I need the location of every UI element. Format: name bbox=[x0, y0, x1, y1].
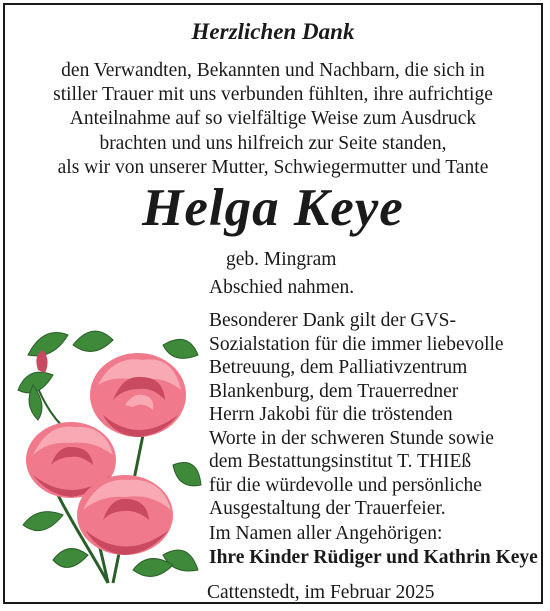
thanks-line: Blankenburg, dem Trauerredner bbox=[209, 380, 459, 402]
heading: Herzlichen Dank bbox=[191, 19, 355, 44]
maiden-name: geb. Mingram bbox=[226, 249, 337, 270]
signature-names: Ihre Kinder Rüdiger und Kathrin Keye bbox=[209, 547, 538, 568]
thanks-line: Ausgestaltung der Trauerfeier. bbox=[209, 498, 446, 519]
intro-line: als wir von unserer Mutter, Schwiegermutter und Tante bbox=[57, 156, 489, 178]
thanks-line: Sozialstation für die immer liebevolle bbox=[209, 333, 504, 355]
roses-illustration bbox=[13, 315, 203, 590]
intro-line: stiller Trauer mit uns verbunden fühlten, ihre aufrichtige bbox=[53, 84, 493, 106]
intro-line: den Verwandten, Bekannten und Nachbarn, die sich in bbox=[61, 60, 485, 81]
intro-line: Anteilnahme auf so vielfältige Weise zum Ausdruck bbox=[69, 108, 477, 130]
place-date: Cattenstedt, im Februar 2025 bbox=[207, 582, 435, 603]
obituary-frame bbox=[3, 3, 543, 604]
deceased-name: Helga Keye bbox=[142, 179, 404, 237]
rose-icon bbox=[90, 353, 186, 437]
intro-line: brachten und uns hilfreich zur Seite standen, bbox=[99, 132, 447, 154]
thanks-line: dem Bestattungsinstitut T. THIEß bbox=[209, 451, 472, 472]
thanks-line: Worte in der schweren Stunde sowie bbox=[209, 427, 494, 449]
farewell-line: Abschied nahmen. bbox=[209, 277, 355, 298]
intro-text bbox=[35, 59, 511, 180]
thanks-line: Herrn Jakobi für die tröstenden bbox=[209, 404, 453, 425]
signature-intro: Im Namen aller Angehörigen: bbox=[209, 523, 443, 544]
special-thanks bbox=[209, 309, 504, 521]
thanks-line: für die würdevolle und persönliche bbox=[209, 474, 482, 496]
rose-icon bbox=[77, 475, 173, 555]
thanks-line: Betreuung, dem Palliativzentrum bbox=[209, 357, 468, 378]
thanks-line: Besonderer Dank gilt der GVS- bbox=[209, 310, 456, 331]
